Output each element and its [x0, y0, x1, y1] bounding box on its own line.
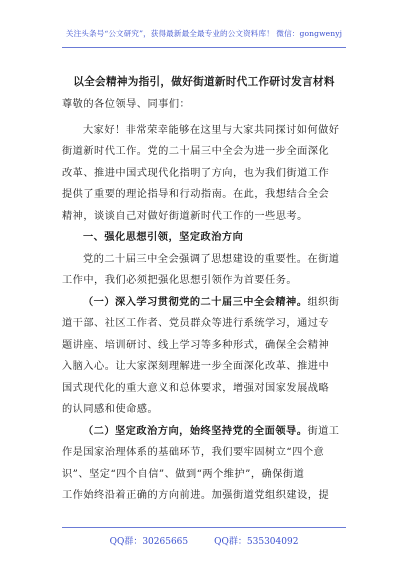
- document-title: 以全会精神为指引，做好街道新时代工作研讨发言材料: [73, 76, 335, 88]
- footer: [0, 534, 408, 547]
- header-divider: [62, 47, 346, 48]
- salutation: 尊敬的各位领导、同事们：: [62, 99, 191, 110]
- paragraph-line: 入脑入心。让大家深刻理解进一步全面深化改革、推进中: [62, 361, 330, 372]
- subsection-heading: （一）深入学习贯彻党的二十届三中全会精神。: [83, 295, 308, 308]
- paragraph-line: 精神，谈谈自己对做好街道新时代工作的一些思考。: [62, 210, 308, 222]
- paragraph-line: 题讲座、培训研讨、线上学习等多种形式，确保全会精神: [62, 339, 330, 351]
- paragraph-line: 大家好！非常荣幸能够在这里与大家共同探讨如何做好: [83, 124, 340, 136]
- subsection-line: [62, 421, 346, 443]
- paragraph-line: 党的二十届三中全会强调了思想建设的重要性。在街道: [83, 253, 340, 265]
- paragraph-line: 国式现代化的重大意义和总体要求，增强对国家发展战略: [62, 382, 330, 394]
- paragraph-line: 道干部、社区工作者、党员群众等进行系统学习，通过专: [62, 318, 330, 329]
- subsection-line: [62, 292, 346, 314]
- paragraph-line: 改革、推进中国式现代化指明了方向，也为我们街道工作: [62, 167, 330, 179]
- document-body: [62, 94, 346, 507]
- paragraph-line: 提供了重要的理论指导和行动指南。在此，我想结合全会: [62, 189, 330, 200]
- paragraph-line: 街道新时代工作。党的二十届三中全会为进一步全面深化: [62, 146, 330, 157]
- paragraph-text: 组织街: [307, 296, 340, 308]
- paragraph-line: 工作始终沿着正确的方向前进。加强街道党组织建设，提: [62, 490, 330, 501]
- footer-divider: [62, 527, 346, 528]
- paragraph-line: 识”、坚定“四个自信”、做到“两个维护”，确保街道: [62, 468, 305, 480]
- paragraph-line: 作是国家治理体系的基础环节，我们要牢固树立“四个意: [62, 447, 325, 458]
- paragraph-line: 的认同感和使命感。: [62, 404, 159, 415]
- header-banner: 关注头条号“公文研究”，获得最新最全最专业的公文资料库！ 微信：gongwenyj: [65, 29, 343, 38]
- section-heading: 一、强化思想引领，坚定政治方向: [83, 231, 244, 243]
- paragraph-text: 街道工: [307, 425, 340, 437]
- footer-qq-group-2: QQ群：535304092: [214, 537, 299, 547]
- paragraph-line: 工作中，我们必须把强化思想引领作为首要任务。: [62, 275, 298, 286]
- footer-qq-group-1: QQ群：30265665: [109, 537, 189, 547]
- subsection-heading: （二）坚定政治方向，始终坚持党的全面领导。: [83, 424, 308, 437]
